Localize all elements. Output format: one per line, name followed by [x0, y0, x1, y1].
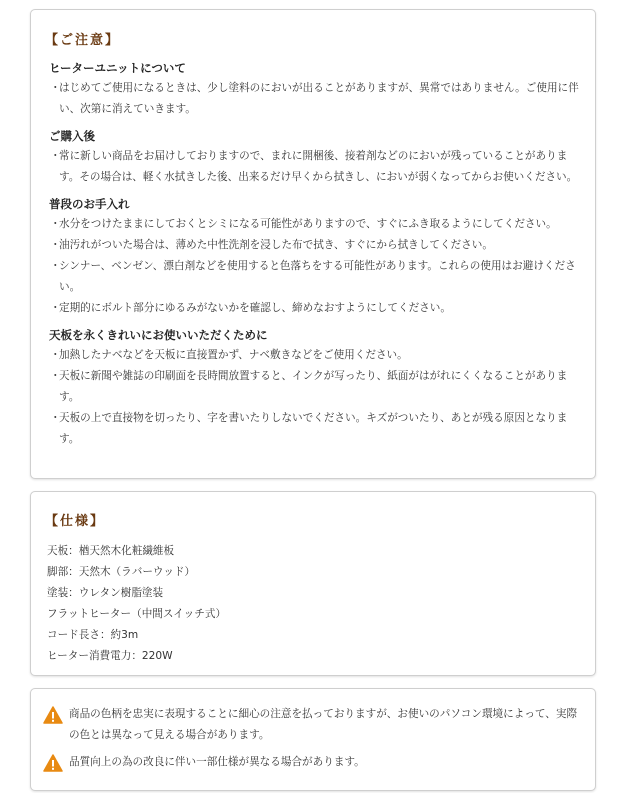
specs-box: [30, 491, 596, 676]
caution-sections: [45, 60, 581, 450]
list-item: ・ 天板に新聞や雑誌の印刷面を長時間放置すると、インクが写ったり、紙面がはがれにくくなることがあります。: [45, 366, 581, 408]
list-item: ・ シンナー、ベンゼン、漂白剤などを使用すると色落ちをする可能性があります。これらの使用はお避けください。: [45, 256, 581, 298]
notice-box: [30, 688, 596, 791]
caution-section: [45, 60, 581, 120]
caution-box: [30, 9, 596, 479]
section-list: [45, 78, 581, 120]
section-heading: ご購入後: [49, 129, 95, 143]
spec-list: [45, 541, 581, 667]
spec-line: コード長さ：約3m: [47, 629, 139, 641]
notice-text: 商品の色柄を忠実に表現することに細心の注意を払っておりますが、お使いのパソコン環境によって、実際の色とは異なって見える場合があります。: [69, 708, 578, 741]
section-heading: 普段のお手入れ: [49, 197, 130, 211]
caution-section: [45, 327, 581, 450]
section-list: [45, 214, 581, 319]
spec-line: フラットヒーター（中間スイッチ式）: [47, 608, 227, 620]
list-item: ・ 水分をつけたままにしておくとシミになる可能性がありますので、すぐにふき取るようにしてください。: [45, 214, 581, 235]
notice-item: [43, 752, 583, 773]
spec-line: 塗装：ウレタン樹脂塗装: [47, 587, 164, 599]
specs-title: 【仕様】: [45, 514, 106, 529]
warning-icon: [43, 706, 63, 724]
list-item: ・ 天板の上で直接物を切ったり、字を書いたりしないでください。キズがついたり、あとが残る原因となります。: [45, 408, 581, 450]
list-item: ・ 油汚れがついた場合は、薄めた中性洗剤を浸した布で拭き、すぐにから拭きしてください。: [45, 235, 581, 256]
notice-list: [43, 704, 583, 773]
notice-item: [43, 704, 583, 746]
section-heading: ヒーターユニットについて: [49, 61, 186, 75]
section-heading: 天板を永くきれいにお使いいただくために: [49, 328, 268, 342]
caution-title: 【ご注意】: [45, 33, 121, 48]
spec-line: ヒーター消費電力：220W: [47, 650, 173, 662]
section-list: [45, 345, 581, 450]
section-list: [45, 146, 581, 188]
list-item: ・ 加熱したナベなどを天板に直接置かず、ナベ敷きなどをご使用ください。: [45, 345, 581, 366]
list-item: ・ 定期的にボルト部分にゆるみがないかを確認し、締めなおすようにしてください。: [45, 298, 581, 319]
caution-section: [45, 196, 581, 319]
list-item: ・ はじめてご使用になるときは、少し塗料のにおいが出ることがありますが、異常ではありません。ご使用に伴い、次第に消えていきます。: [45, 78, 581, 120]
spec-line: 脚部：天然木（ラバーウッド）: [47, 566, 196, 578]
notice-text: 品質向上の為の改良に伴い一部仕様が異なる場合があります。: [69, 756, 365, 768]
list-item: ・ 常に新しい商品をお届けしておりますので、まれに開梱後、接着剤などのにおいが残っていることがあります。その場合は、軽く水拭きした後、出来るだけ早くから拭きし、においが弱くなってからお使いください。: [45, 146, 581, 188]
spec-line: 天板：楢天然木化粧繊維板: [47, 545, 175, 557]
warning-icon: [43, 754, 63, 772]
caution-section: [45, 128, 581, 188]
